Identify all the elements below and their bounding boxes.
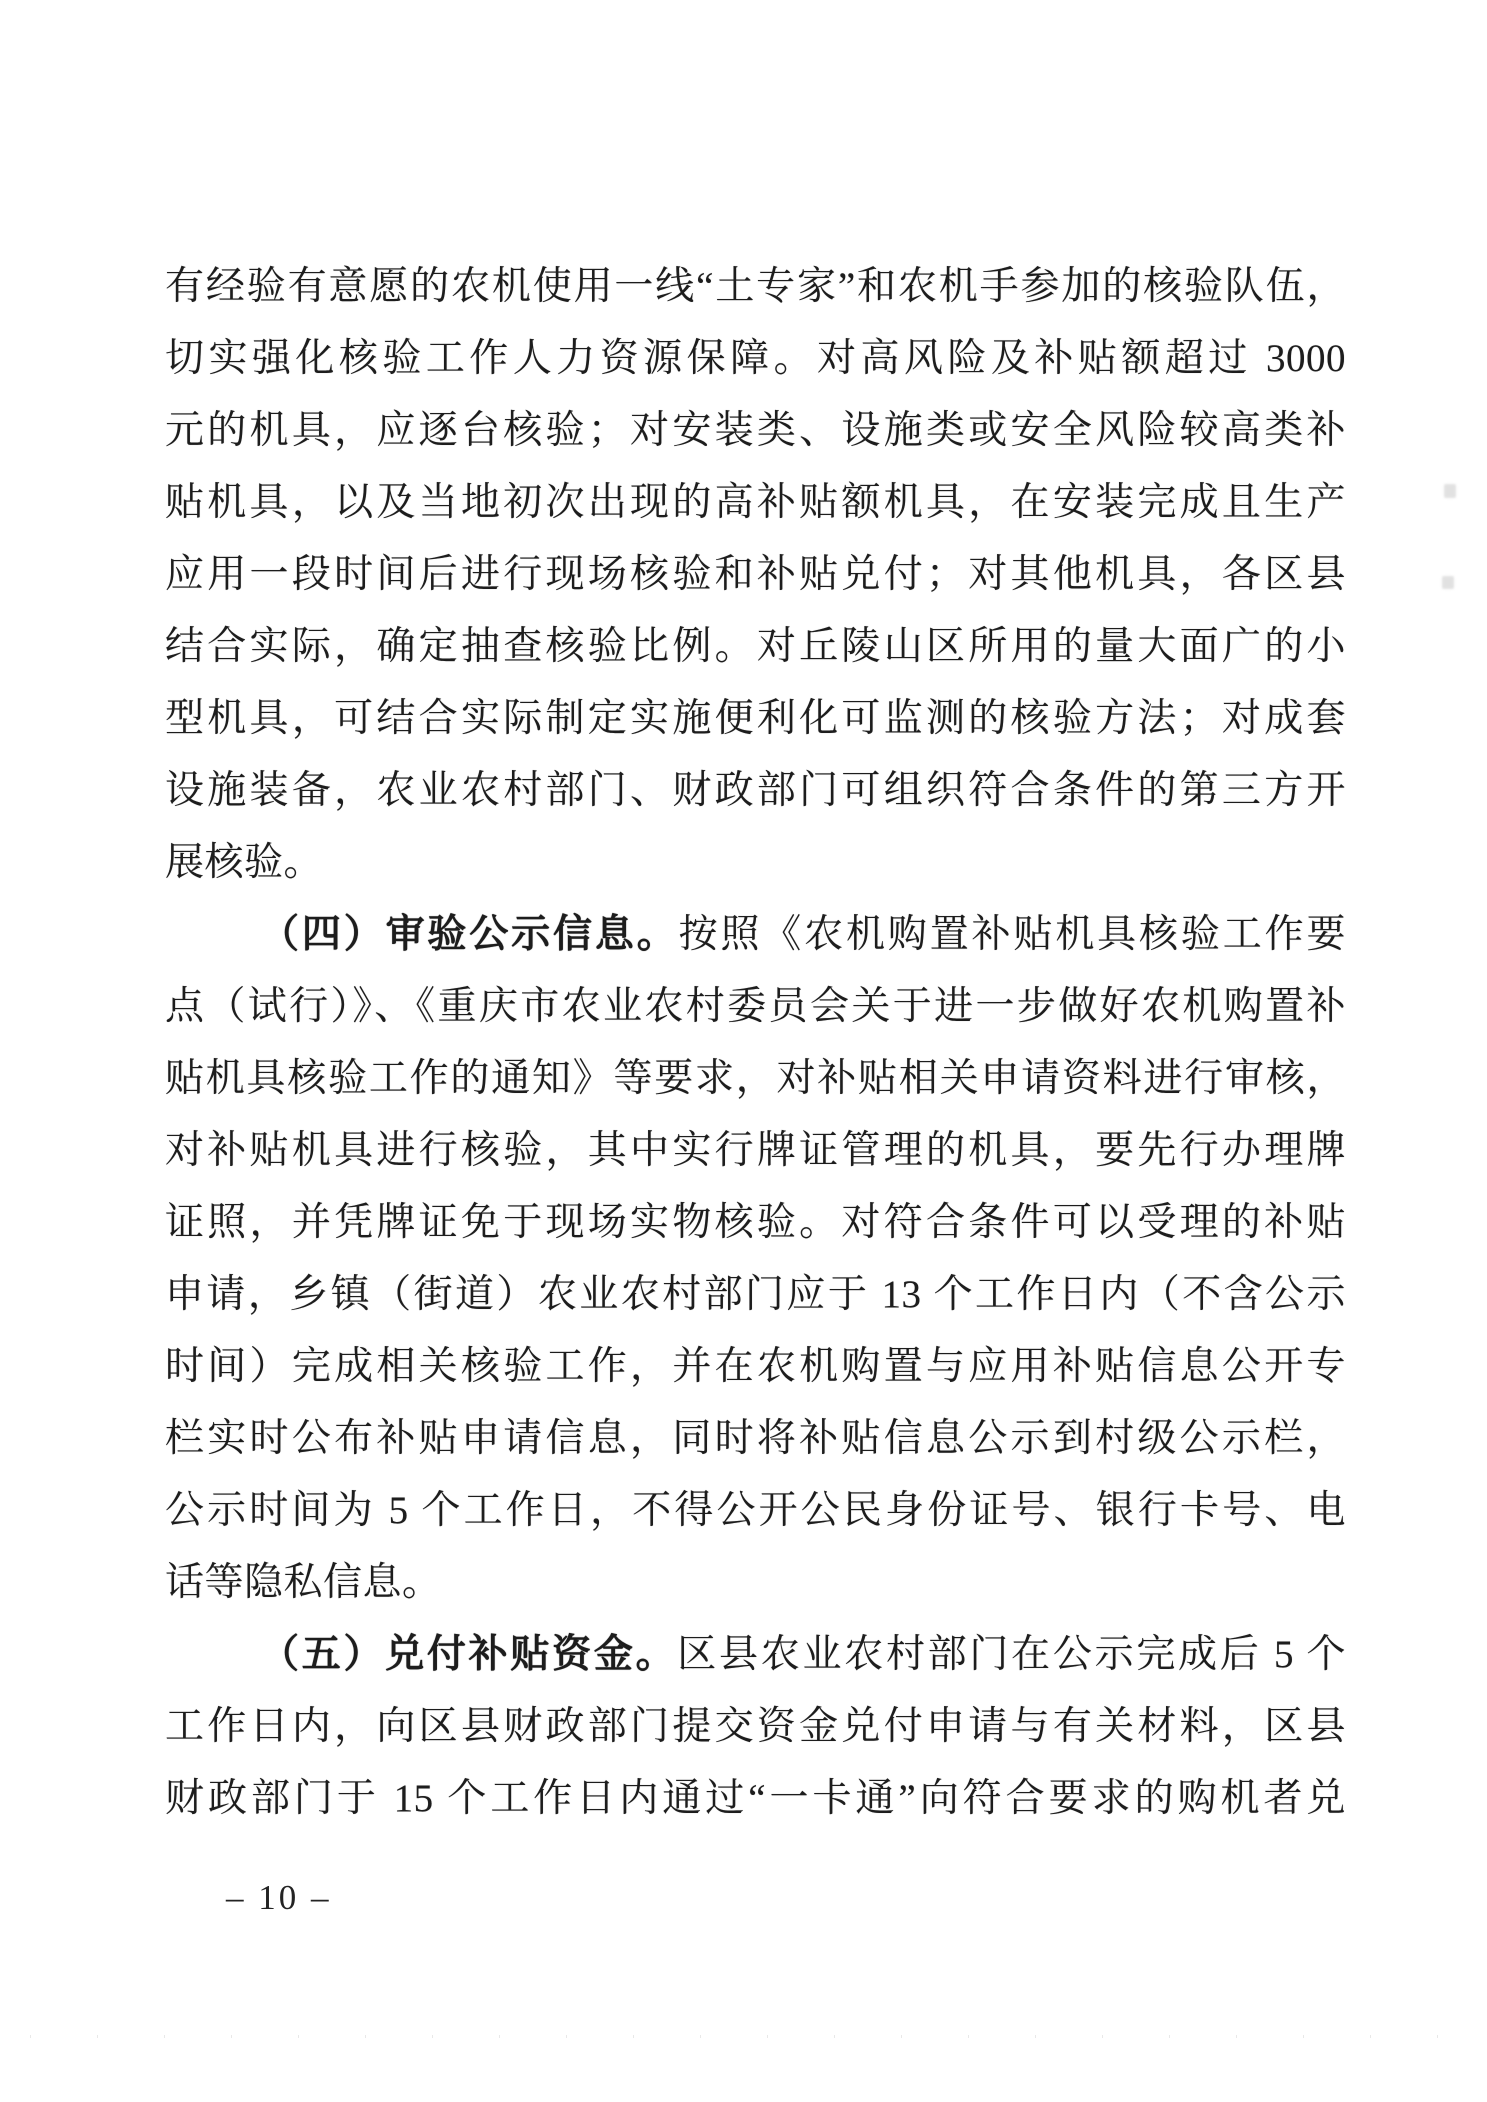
line-text: 有经验有意愿的农机使用一线“土专家”和农机手参加的核验队伍， xyxy=(165,265,1346,308)
page-number: – 10 – xyxy=(226,1878,332,1917)
text-line xyxy=(165,827,1346,899)
text-line xyxy=(165,899,1346,971)
text-line xyxy=(165,1475,1346,1547)
text-line xyxy=(165,1259,1346,1331)
paragraph-heading: （五）兑付补贴资金。 xyxy=(260,1633,678,1676)
paragraph-heading: （四）审验公示信息。 xyxy=(260,913,679,956)
text-line xyxy=(165,1331,1346,1403)
text-line xyxy=(165,1043,1346,1115)
line-text: 公示时间为 5 个工作日，不得公开公民身份证号、银行卡号、电 xyxy=(165,1489,1346,1532)
line-text: 证照，并凭牌证免于现场实物核验。对符合条件可以受理的补贴 xyxy=(165,1201,1346,1244)
line-text: 栏实时公布补贴申请信息，同时将补贴信息公示到村级公示栏， xyxy=(165,1417,1346,1460)
line-text: 对补贴机具进行核验，其中实行牌证管理的机具，要先行办理牌 xyxy=(165,1129,1346,1172)
line-text: 工作日内，向区县财政部门提交资金兑付申请与有关材料，区县 xyxy=(165,1705,1346,1748)
text-line xyxy=(165,1763,1346,1835)
text-line xyxy=(165,1403,1346,1475)
line-text: 元的机具，应逐台核验；对安装类、设施类或安全风险较高类补 xyxy=(165,409,1346,452)
line-text: 时间）完成相关核验工作，并在农机购置与应用补贴信息公开专 xyxy=(165,1345,1346,1388)
line-text: 申请，乡镇（街道）农业农村部门应于 13 个工作日内（不含公示 xyxy=(165,1273,1346,1316)
line-text: 点（试行）》、《重庆市农业农村委员会关于进一步做好农机购置补 xyxy=(165,985,1346,1028)
text-line xyxy=(165,971,1346,1043)
text-line xyxy=(165,1115,1346,1187)
line-text: 财政部门于 15 个工作日内通过“一卡通”向符合要求的购机者兑 xyxy=(165,1777,1346,1820)
document-body xyxy=(165,251,1346,1835)
line-text: 贴机具核验工作的通知》等要求，对补贴相关申请资料进行审核， xyxy=(165,1057,1346,1100)
text-line xyxy=(165,1619,1346,1691)
text-line xyxy=(165,539,1346,611)
line-text: 话等隐私信息。 xyxy=(165,1561,442,1604)
line-text: 贴机具，以及当地初次出现的高补贴额机具，在安装完成且生产 xyxy=(165,481,1346,524)
line-text: 应用一段时间后进行现场核验和补贴兑付；对其他机具，各区县 xyxy=(165,553,1346,596)
text-line xyxy=(165,611,1346,683)
line-text: 型机具，可结合实际制定实施便利化可监测的核验方法；对成套 xyxy=(165,697,1346,740)
text-line xyxy=(165,1187,1346,1259)
text-line xyxy=(165,323,1346,395)
scan-speck xyxy=(1442,576,1454,589)
scan-speck xyxy=(1444,484,1456,498)
text-line xyxy=(165,467,1346,539)
text-line xyxy=(165,1547,1346,1619)
line-text: 切实强化核验工作人力资源保障。对高风险及补贴额超过 3000 xyxy=(165,337,1346,380)
text-line xyxy=(165,755,1346,827)
text-line xyxy=(165,683,1346,755)
line-text: 按照《农机购置补贴机具核验工作要 xyxy=(678,913,1346,956)
line-text: 展核验。 xyxy=(165,841,324,884)
line-text: 设施装备，农业农村部门、财政部门可组织符合条件的第三方开 xyxy=(165,769,1346,812)
text-line xyxy=(165,395,1346,467)
scan-noise xyxy=(30,2035,1447,2038)
line-text: 结合实际，确定抽查核验比例。对丘陵山区所用的量大面广的小 xyxy=(165,625,1346,668)
text-line xyxy=(165,251,1346,323)
text-line xyxy=(165,1691,1346,1763)
line-text: 区县农业农村部门在公示完成后 5 个 xyxy=(677,1633,1346,1676)
